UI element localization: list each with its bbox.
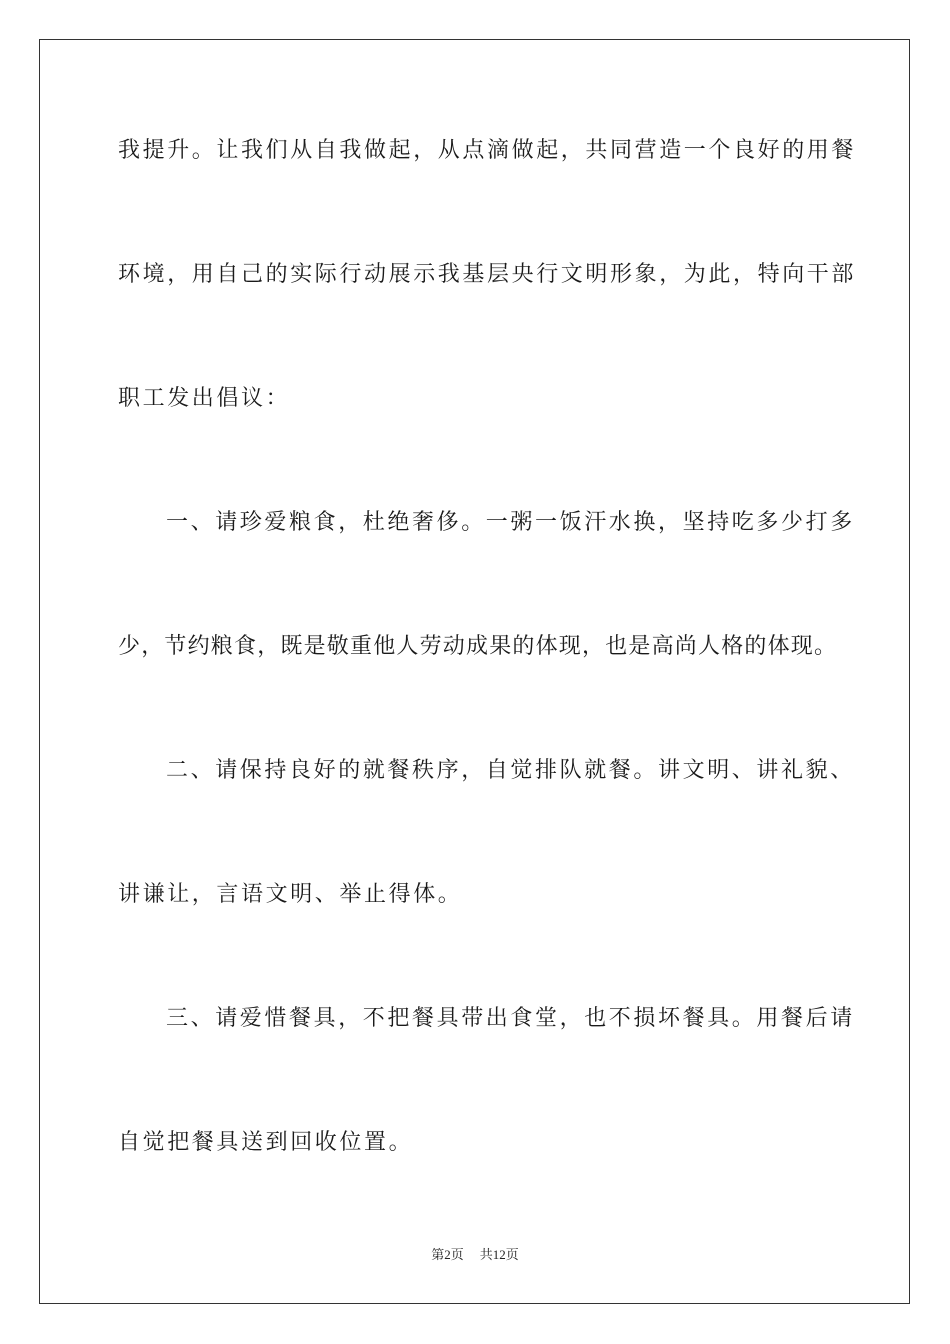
page-footer [0, 1246, 950, 1264]
paragraph-line: 自觉把餐具送到回收位置。 [118, 1130, 414, 1155]
paragraph-line: 少，节约粮食，既是敬重他人劳动成果的体现，也是高尚人格的体现。 [118, 634, 838, 659]
paragraph-line: 我提升。让我们从自我做起，从点滴做起，共同营造一个良好的用餐 [118, 138, 857, 163]
paragraph-line: 三、请爱惜餐具，不把餐具带出食堂，也不损坏餐具。用餐后请 [166, 1006, 855, 1031]
paragraph-line: 环境，用自己的实际行动展示我基层央行文明形象，为此，特向干部 [118, 262, 857, 287]
paragraph-line: 二、请保持良好的就餐秩序，自觉排队就餐。讲文明、讲礼貌、 [166, 758, 855, 783]
page-number-total: 共12页 [479, 1247, 519, 1262]
paragraph-line: 讲谦让，言语文明、举止得体。 [118, 882, 463, 907]
paragraph-line: 一、请珍爱粮食，杜绝奢侈。一粥一饭汗水换，坚持吃多少打多 [166, 510, 855, 535]
paragraph-line: 职工发出倡议： [118, 386, 291, 411]
page-border [39, 39, 910, 1304]
page-number-current: 第2页 [431, 1247, 464, 1262]
